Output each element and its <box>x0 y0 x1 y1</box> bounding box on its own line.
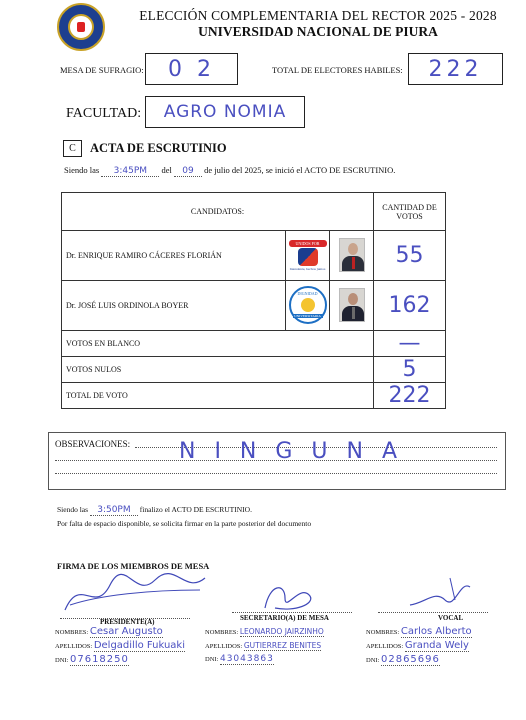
university-name: UNIVERSIDAD NACIONAL DE PIURA <box>198 24 438 39</box>
vocal-dni[interactable]: 02865696 <box>380 654 440 665</box>
votes-value[interactable]: — <box>374 331 446 357</box>
candidate-name: Dr. JOSÉ LUIS ORDINOLA BOYER <box>62 281 286 331</box>
president-apellidos[interactable]: Delgadillo Fukuaki <box>93 640 185 651</box>
dni-label: DNI: <box>366 657 380 664</box>
observaciones-box <box>48 432 506 490</box>
secretary-sign-line <box>232 612 352 613</box>
row-label: VOTOS EN BLANCO <box>62 331 374 357</box>
start-statement <box>64 165 395 177</box>
facultad-value-field[interactable]: AGRO NOMIA <box>145 96 305 128</box>
row-label: TOTAL DE VOTO <box>62 383 374 409</box>
logo-caption: Intendente, hechos juntos <box>289 266 326 271</box>
sun-icon <box>301 298 315 312</box>
mesa-label: MESA DE SUFRAGIO: <box>60 65 144 75</box>
votes-header: CANTIDAD DE VOTOS <box>374 193 446 231</box>
candidate-photo <box>330 231 374 281</box>
university-seal-logo <box>57 3 105 51</box>
closing-prefix: Siendo las <box>57 505 89 514</box>
votes-value[interactable]: 222 <box>374 383 446 409</box>
logo-top-text: UNIDOS POR <box>289 240 327 247</box>
nombres-label: NOMBRES: <box>55 629 89 636</box>
mesa-value-field[interactable]: 0 2 <box>145 53 238 85</box>
closing-statement <box>57 505 252 516</box>
observaciones-label: OBSERVACIONES: <box>55 439 131 449</box>
observaciones-line-3 <box>55 473 497 474</box>
candidates-header: CANDIDATOS: <box>62 193 374 231</box>
observaciones-value[interactable]: N I N G U N A <box>179 439 404 464</box>
president-signature <box>60 570 210 620</box>
table-row <box>62 357 446 383</box>
logo-top-text: DIGNIDAD <box>297 290 318 296</box>
section-letter-box: C <box>63 140 82 157</box>
start-mid: del <box>161 165 172 175</box>
table-row <box>62 231 446 281</box>
vocal-signature <box>405 575 475 615</box>
table-header-row <box>62 193 446 231</box>
president-role: PRESIDENTE(A) <box>100 618 155 626</box>
start-day-field[interactable]: 09 <box>174 166 202 177</box>
nombres-label: NOMBRES: <box>205 629 239 636</box>
party-logo-unidos <box>286 231 330 281</box>
table-row <box>62 331 446 357</box>
dni-label: DNI: <box>55 657 69 664</box>
nombres-label: NOMBRES: <box>366 629 400 636</box>
table-row <box>62 383 446 409</box>
vocal-sign-line <box>378 612 488 613</box>
start-prefix: Siendo las <box>64 165 100 175</box>
section-title: ACTA DE ESCRUTINIO <box>90 141 227 155</box>
vocal-role: VOCAL <box>438 614 464 622</box>
facultad-label: FACULTAD: <box>66 106 142 121</box>
firmas-title: FIRMA DE LOS MIEMBROS DE MESA <box>57 561 210 571</box>
apellidos-label: APELLIDOS: <box>205 643 243 650</box>
vocal-apellidos[interactable]: Granda Wely <box>404 640 469 651</box>
apellidos-label: APELLIDOS: <box>55 643 93 650</box>
president-info <box>55 625 215 667</box>
closing-note: Por falta de espacio disponible, se solicita firmar en la parte posterior del documento <box>57 519 312 528</box>
start-time-field[interactable]: 3:45PM <box>101 166 159 177</box>
candidate-photo <box>330 281 374 331</box>
president-dni[interactable]: 07618250 <box>69 654 129 665</box>
candidate-name: Dr. ENRIQUE RAMIRO CÁCERES FLORIÁN <box>62 231 286 281</box>
dni-label: DNI: <box>205 656 219 663</box>
electores-label: TOTAL DE ELECTORES HABILES: <box>272 65 403 75</box>
table-row <box>62 281 446 331</box>
start-suffix: de julio del 2025, se inició el ACTO DE ESCRUTINIO. <box>204 165 396 175</box>
secretary-apellidos[interactable]: GUTIERREZ BENITES <box>243 641 322 650</box>
secretary-dni[interactable]: 43043863 <box>219 654 274 664</box>
votes-value[interactable]: 55 <box>374 231 446 281</box>
row-label: VOTOS NULOS <box>62 357 374 383</box>
secretary-nombres[interactable]: LEONARDO JAIRZINHO <box>239 627 324 636</box>
unidos-emblem-icon <box>298 248 318 266</box>
president-nombres[interactable]: Cesar Augusto <box>89 626 163 637</box>
logo-caption: UNIVERSITARIA <box>294 313 321 318</box>
votes-value[interactable]: 5 <box>374 357 446 383</box>
vocal-info <box>366 625 524 667</box>
votes-value[interactable]: 162 <box>374 281 446 331</box>
closing-suffix: finalizo el ACTO DE ESCRUTINIO. <box>139 505 252 514</box>
apellidos-label: APELLIDOS: <box>366 643 404 650</box>
secretary-role: SECRETARIO(A) DE MESA <box>240 614 329 622</box>
party-logo-dignidad <box>286 281 330 331</box>
election-title: ELECCIÓN COMPLEMENTARIA DEL RECTOR 2025 - 2028 <box>139 8 497 23</box>
votes-table <box>61 192 446 409</box>
closing-time-field[interactable]: 3:50PM <box>90 505 138 516</box>
secretary-info <box>205 625 365 666</box>
electores-value-field[interactable]: 222 <box>408 53 503 85</box>
vocal-nombres[interactable]: Carlos Alberto <box>400 626 472 637</box>
